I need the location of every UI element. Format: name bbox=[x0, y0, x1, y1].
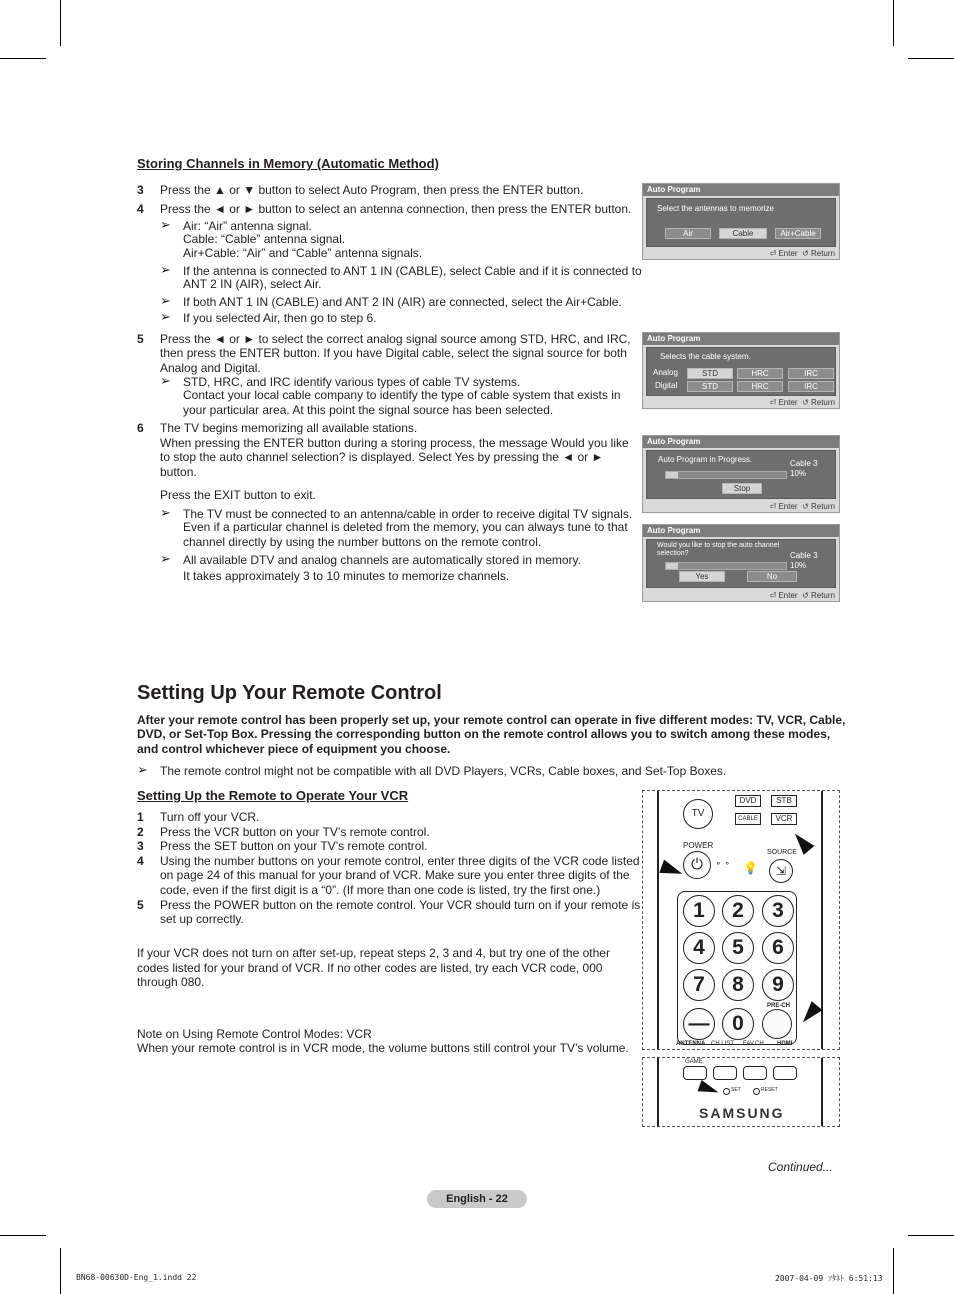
note-body: When your remote control is in VCR mode, the volume buttons still control your TV’s volume. bbox=[137, 1041, 629, 1055]
cable-button[interactable]: CABLE bbox=[735, 813, 761, 825]
remote-illustration bbox=[642, 790, 840, 1050]
osd-option-hrc[interactable]: HRC bbox=[737, 368, 783, 379]
light-icon: ⚬ ⚬ bbox=[715, 859, 731, 868]
step-text: Press the VCR button on your TV’s remote control. bbox=[160, 825, 430, 839]
step-text: Press the ▲ or ▼ button to select Auto Program, then press the ENTER button. bbox=[160, 183, 584, 197]
note-arrow-icon: ➢ bbox=[137, 762, 148, 777]
osd-footer: ⏎ Enter ↺ Return bbox=[769, 502, 835, 511]
note-arrow-icon: ➢ bbox=[160, 309, 171, 324]
step-text: on page 24 of this manual for your brand of VCR. Make sure you enter three digits of the bbox=[160, 868, 630, 882]
step-number: 3 bbox=[137, 839, 144, 853]
vcr-button[interactable]: VCR bbox=[771, 813, 797, 825]
osd-title: Auto Program bbox=[643, 184, 839, 196]
chlist-label: CH LIST bbox=[711, 1041, 735, 1047]
step-text: Press the EXIT button to exit. bbox=[160, 488, 316, 502]
crop-mark bbox=[893, 1248, 894, 1294]
osd-body bbox=[646, 539, 836, 588]
prech-button[interactable] bbox=[762, 1009, 792, 1039]
key-8[interactable]: 8 bbox=[722, 969, 754, 1001]
crop-mark bbox=[908, 58, 954, 59]
page-number: English - 22 bbox=[427, 1190, 527, 1208]
osd-body bbox=[646, 450, 836, 499]
reset-button[interactable] bbox=[753, 1088, 760, 1095]
body-text: codes listed for your brand of VCR. If no other codes are listed, try each VCR code, 000 bbox=[137, 961, 603, 975]
game-label: GAME bbox=[685, 1059, 703, 1065]
note-text: STD, HRC, and IRC identify various types of cable TV systems. bbox=[183, 375, 521, 389]
power-label: POWER bbox=[683, 841, 714, 850]
note-text: It takes approximately 3 to 10 minutes to memorize channels. bbox=[183, 569, 510, 583]
note-arrow-icon: ➢ bbox=[160, 373, 171, 388]
hdmi-label: HDMI bbox=[777, 1041, 793, 1047]
osd-option-irc[interactable]: IRC bbox=[788, 368, 834, 379]
osd-channel: Cable 3 bbox=[790, 551, 818, 560]
osd-option-std[interactable]: STD bbox=[687, 368, 733, 379]
osd-message: Auto Program in Progress. bbox=[658, 455, 753, 464]
note-text: If both ANT 1 IN (CABLE) and ANT 2 IN (AIR) are connected, select the Air+Cable. bbox=[183, 295, 622, 309]
osd-progress bbox=[642, 435, 840, 513]
osd-message: Select the antennas to memorize bbox=[657, 204, 774, 213]
note-text: ANT 2 IN (AIR), select Air. bbox=[183, 277, 322, 291]
osd-message: Selects the cable system. bbox=[660, 352, 751, 361]
note-arrow-icon: ➢ bbox=[160, 262, 171, 277]
step-number: 4 bbox=[137, 202, 144, 216]
osd-channel: Cable 3 bbox=[790, 459, 818, 468]
source-label: SOURCE bbox=[767, 849, 797, 856]
osd-label-digital: Digital bbox=[655, 381, 678, 390]
function-button[interactable] bbox=[713, 1066, 737, 1080]
osd-title: Auto Program bbox=[643, 333, 839, 345]
samsung-logo: SAMSUNG bbox=[699, 1105, 785, 1121]
return-icon: ↺ bbox=[802, 502, 809, 511]
step-text: Press the POWER button on the remote control. Your VCR should turn on if your remote is bbox=[160, 898, 641, 912]
set-button[interactable] bbox=[723, 1088, 730, 1095]
note-text: If you selected Air, then go to step 6. bbox=[183, 311, 377, 325]
tv-button[interactable]: TV bbox=[683, 799, 713, 829]
osd-footer: ⏎ Enter ↺ Return bbox=[769, 398, 835, 407]
note-arrow-icon: ➢ bbox=[160, 551, 171, 566]
enter-icon: ⏎ bbox=[769, 591, 777, 600]
set-label: SET bbox=[731, 1087, 741, 1093]
step-text: Press the SET button on your TV’s remote control. bbox=[160, 839, 428, 853]
step-number: 6 bbox=[137, 421, 144, 435]
key-3[interactable]: 3 bbox=[762, 895, 794, 927]
osd-no-button[interactable]: No bbox=[747, 571, 797, 582]
note-text: your particular area. At this point the signal source has been selected. bbox=[183, 403, 554, 417]
bulb-icon: 💡 bbox=[743, 861, 758, 875]
slug-right: 2007-04-09 ｿﾀﾈﾄ 6:51:13 bbox=[775, 1274, 883, 1283]
crop-mark bbox=[60, 1248, 61, 1294]
slug-left: BN68-00630D-Eng_1.indd 22 bbox=[76, 1273, 197, 1282]
osd-title: Auto Program bbox=[643, 436, 839, 448]
body-text: If your VCR does not turn on after set-up, repeat steps 2, 3 and 4, but try one of the other bbox=[137, 946, 610, 960]
note-text: Even if a particular channel is deleted from the memory, you can always tune to that bbox=[183, 520, 628, 534]
key-6[interactable]: 6 bbox=[762, 932, 794, 964]
function-button[interactable] bbox=[743, 1066, 767, 1080]
step-text: Press the ◄ or ► to select the correct analog signal source among STD, HRC, and IRC, bbox=[160, 332, 631, 346]
note-title: Note on Using Remote Control Modes: VCR bbox=[137, 1027, 372, 1041]
osd-title: Auto Program bbox=[643, 525, 839, 537]
note-text: Air+Cable: “Air” and “Cable” antenna signals. bbox=[183, 246, 423, 260]
crop-mark bbox=[908, 1235, 954, 1236]
osd-body bbox=[646, 198, 836, 247]
key-4[interactable]: 4 bbox=[683, 932, 715, 964]
note-text: Contact your local cable company to identify the type of cable system that exists in bbox=[183, 388, 621, 402]
osd-progress-fill bbox=[666, 563, 678, 569]
note-text: All available DTV and analog channels are automatically stored in memory. bbox=[183, 553, 581, 567]
game-button[interactable] bbox=[683, 1066, 707, 1080]
remote-illustration-lower bbox=[642, 1057, 840, 1127]
step-text: then press the ENTER button. If you have Digital cable, select the signal source for both bbox=[160, 346, 627, 360]
step-text: The TV begins memorizing all available stations. bbox=[160, 421, 418, 435]
stb-button[interactable]: STB bbox=[771, 795, 797, 807]
step-number: 3 bbox=[137, 183, 144, 197]
key-0[interactable]: 0 bbox=[722, 1008, 754, 1040]
crop-mark bbox=[0, 1235, 46, 1236]
osd-message: selection? bbox=[657, 550, 689, 557]
prech-label: PRE-CH bbox=[767, 1003, 791, 1009]
note-text: Air: “Air” antenna signal. bbox=[183, 219, 312, 233]
osd-option-cable[interactable]: Cable bbox=[719, 228, 767, 239]
function-button[interactable] bbox=[773, 1066, 797, 1080]
osd-option-irc[interactable]: IRC bbox=[788, 381, 834, 392]
osd-stop-button[interactable]: Stop bbox=[722, 483, 762, 494]
osd-progress-bar bbox=[665, 562, 787, 570]
osd-stop-confirm bbox=[642, 524, 840, 602]
key-2[interactable]: 2 bbox=[722, 895, 754, 927]
note-text: Cable: “Cable” antenna signal. bbox=[183, 232, 346, 246]
return-icon: ↺ bbox=[802, 249, 809, 258]
intro-text: After your remote control has been properly set up, your remote control can operate in five different modes: TV, VCR, Cable, bbox=[137, 713, 846, 727]
step-text: Press the ◄ or ► button to select an antenna connection, then press the ENTER button. bbox=[160, 202, 632, 216]
intro-text: DVD, or Set-Top Box. Pressing the corresponding button on the remote control allows you to switch among these modes, bbox=[137, 727, 831, 741]
osd-yes-button[interactable]: Yes bbox=[679, 571, 725, 582]
step-text: Turn off your VCR. bbox=[160, 810, 260, 824]
crop-mark bbox=[893, 0, 894, 46]
step-text: to stop the auto channel selection? is displayed. Select Yes by pressing the ◄ or ► bbox=[160, 450, 604, 464]
step-text: code, even if the first digit is a “0”. (If more than one code is listed, try the first one.) bbox=[160, 883, 601, 897]
antenna-label: ANTENNA bbox=[676, 1041, 706, 1047]
osd-message: Would you like to stop the auto channel bbox=[657, 542, 780, 549]
osd-percent: 10% bbox=[790, 561, 807, 570]
note-text: If the antenna is connected to ANT 1 IN (CABLE), select Cable and if it is connected to bbox=[183, 264, 642, 278]
step-number: 5 bbox=[137, 898, 144, 912]
step-number: 1 bbox=[137, 810, 144, 824]
osd-percent: 10% bbox=[790, 469, 807, 478]
osd-cable-system bbox=[642, 332, 840, 409]
enter-icon: ⏎ bbox=[769, 398, 777, 407]
step-text: Analog and Digital. bbox=[160, 361, 261, 375]
crop-mark bbox=[60, 0, 61, 46]
step-number: 5 bbox=[137, 332, 144, 346]
step-number: 4 bbox=[137, 854, 144, 868]
source-icon[interactable]: ⇲ bbox=[769, 859, 793, 883]
osd-footer: ⏎ Enter ↺ Return bbox=[769, 249, 835, 258]
key-1[interactable]: 1 bbox=[683, 895, 715, 927]
step-text: Using the number buttons on your remote control, enter three digits of the VCR code listed bbox=[160, 854, 640, 868]
note-arrow-icon: ➢ bbox=[160, 217, 171, 232]
note-text: The TV must be connected to an antenna/cable in order to receive digital TV signals. bbox=[183, 507, 633, 521]
osd-progress-bar bbox=[665, 471, 787, 479]
crop-mark bbox=[0, 58, 46, 59]
favch-label: FAV.CH bbox=[743, 1041, 764, 1047]
note-arrow-icon: ➢ bbox=[160, 293, 171, 308]
enter-icon: ⏎ bbox=[769, 502, 777, 511]
sub-heading: Setting Up the Remote to Operate Your VCR bbox=[137, 788, 409, 803]
step-text: set up correctly. bbox=[160, 912, 244, 926]
continued-label: Continued... bbox=[768, 1160, 833, 1174]
page-title: Setting Up Your Remote Control bbox=[137, 682, 442, 704]
osd-option-air-cable[interactable]: Air+Cable bbox=[775, 228, 821, 239]
key-7[interactable]: 7 bbox=[683, 969, 715, 1001]
osd-option-std[interactable]: STD bbox=[687, 381, 733, 392]
note-text: The remote control might not be compatible with all DVD Players, VCRs, Cable boxes, and Set-Top Boxes. bbox=[160, 764, 727, 778]
key-5[interactable]: 5 bbox=[722, 932, 754, 964]
enter-icon: ⏎ bbox=[769, 249, 777, 258]
osd-footer: ⏎ Enter ↺ Return bbox=[769, 591, 835, 600]
body-text: through 080. bbox=[137, 975, 205, 989]
step-text: button. bbox=[160, 465, 197, 479]
key-9[interactable]: 9 bbox=[762, 969, 794, 1001]
osd-option-hrc[interactable]: HRC bbox=[737, 381, 783, 392]
osd-progress-fill bbox=[666, 472, 678, 478]
key-dash[interactable]: — bbox=[683, 1008, 715, 1040]
osd-label-analog: Analog bbox=[653, 368, 678, 377]
step-number: 2 bbox=[137, 825, 144, 839]
osd-body bbox=[646, 347, 836, 396]
dvd-button[interactable]: DVD bbox=[735, 795, 761, 807]
step-text: When pressing the ENTER button during a storing process, the message Would you like bbox=[160, 436, 629, 450]
note-text: channel directly by using the number buttons on the remote control. bbox=[183, 535, 542, 549]
section-heading: Storing Channels in Memory (Automatic Method) bbox=[137, 156, 439, 171]
intro-text: and control whichever piece of equipment you choose. bbox=[137, 742, 451, 756]
return-icon: ↺ bbox=[802, 398, 809, 407]
osd-antenna-select bbox=[642, 183, 840, 260]
return-icon: ↺ bbox=[802, 591, 809, 600]
reset-label: RESET bbox=[761, 1087, 778, 1093]
power-icon[interactable]: ⏻ bbox=[683, 851, 711, 879]
osd-option-air[interactable]: Air bbox=[665, 228, 711, 239]
note-arrow-icon: ➢ bbox=[160, 505, 171, 520]
